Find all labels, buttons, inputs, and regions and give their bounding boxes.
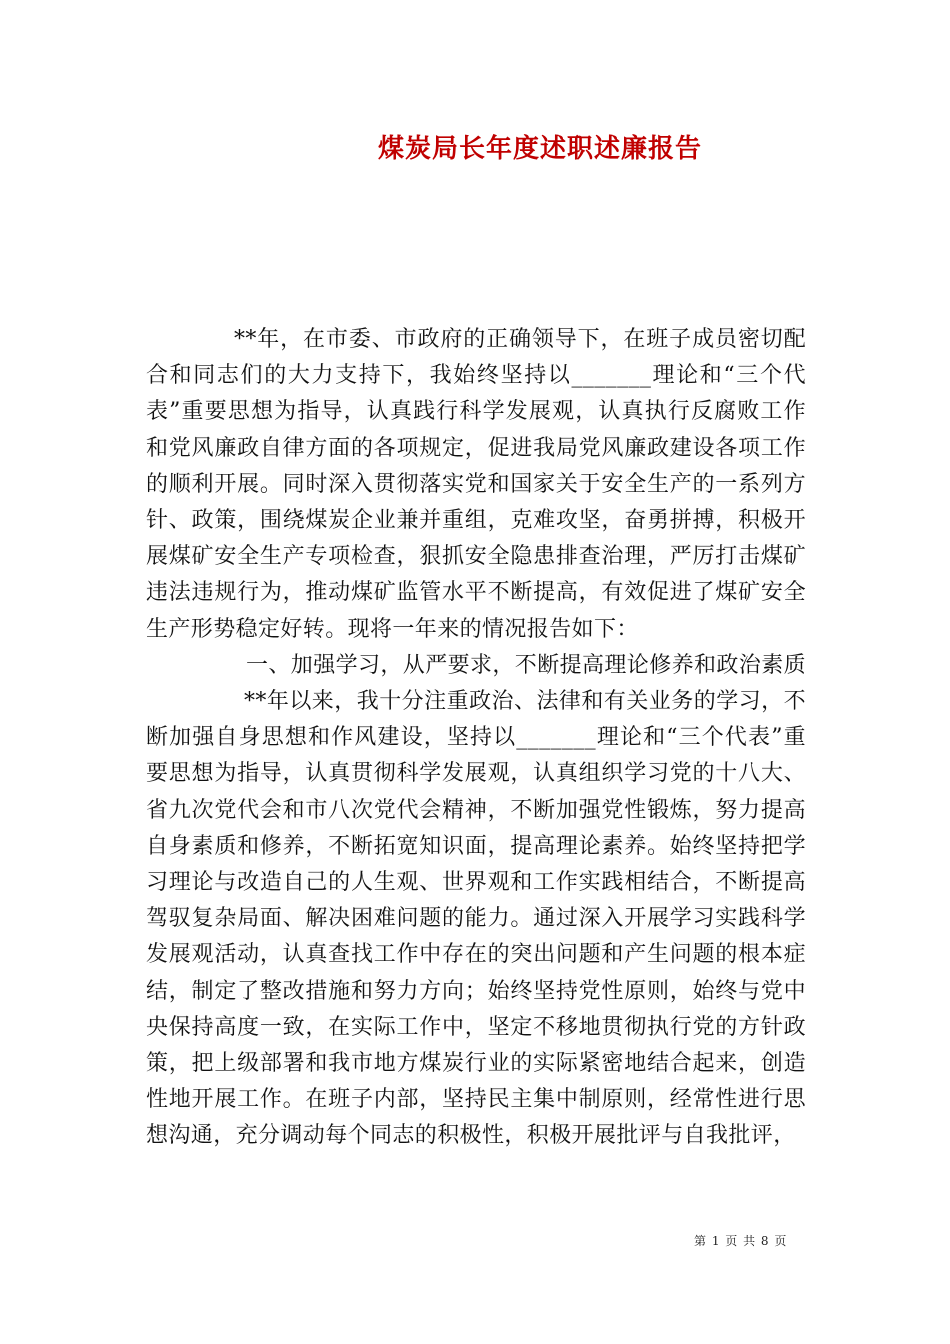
section-paragraph: **年以来，我十分注重政治、法律和有关业务的学习，不断加强自身思想和作风建设，坚持以_______理论和“三个代表”重要思想为指导，认真贯彻科学发展观，认真组织学习党的十八大、省九次党代会和市八次党代会精神，不断加强党性锻炼，努力提高自身素质和修养，不断拓宽知识面，提高理论素养。始终坚持把学习理论与改造自己的人生观、世界观和工作实践相结合，不断提高驾驭复杂局面、解决困难问题的能力。通过深入开展学习实践科学发展观活动，认真查找工作中存在的突出问题和产生问题的根本症结，制定了整改措施和努力方向；始终坚持党性原则，始终与党中央保持高度一致，在实际工作中，坚定不移地贯彻执行党的方针政策，把上级部署和我市地方煤炭行业的实际紧密地结合起来，创造性地开展工作。在班子内部，坚持民主集中制原则，经常性进行思想沟通，充分调动每个同志的积极性，积极开展批评与自我批评，	[146, 689, 806, 1149]
section-heading: 一、加强学习，从严要求，不断提高理论修养和政治素质	[246, 652, 807, 678]
intro-paragraph: **年，在市委、市政府的正确领导下，在班子成员密切配合和同志们的大力支持下，我始终坚持以_______理论和“三个代表”重要思想为指导，认真践行科学发展观，认真执行反腐败工作和党风廉政自律方面的各项规定，促进我局党风廉政建设各项工作的顺利开展。同时深入贯彻落实党和国家关于安全生产的一系列方针、政策，围绕煤炭企业兼并重组，克难攻坚，奋勇拼搏，积极开展煤矿安全生产专项检查，狠抓安全隐患排查治理，严厉打击煤矿违法违规行为，推动煤矿监管水平不断提高，有效促进了煤矿安全生产形势稳定好转。现将一年来的情况报告如下：	[146, 327, 806, 642]
document-title: 煤炭局长年度述职述廉报告	[377, 134, 702, 164]
document-body	[146, 322, 806, 1155]
page-number-footer: 第 1 页 共 8 页	[694, 1234, 788, 1248]
